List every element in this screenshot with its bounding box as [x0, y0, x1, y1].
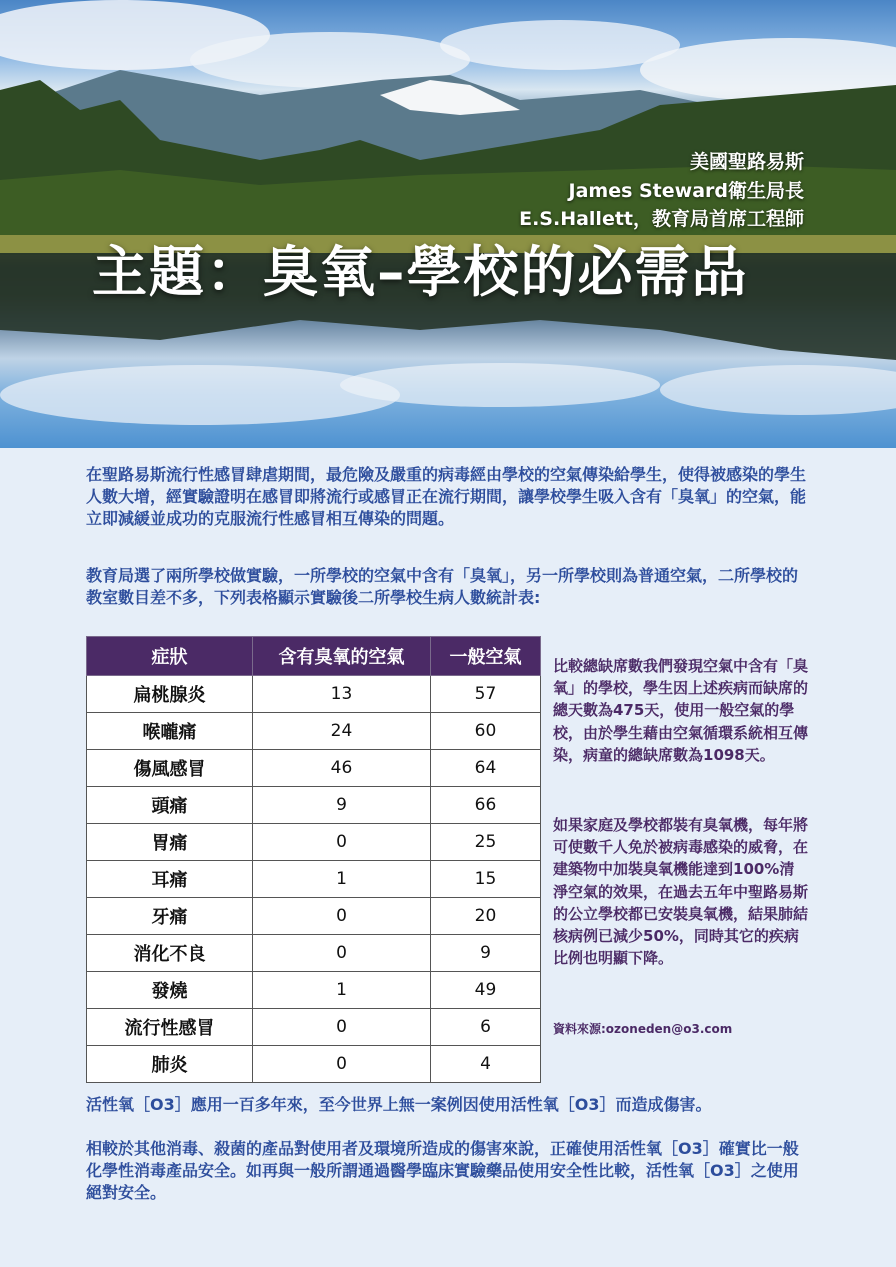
illness-statistics-table: [86, 636, 541, 1083]
ozone-value-cell: 46: [253, 750, 431, 787]
symptom-cell: 消化不良: [87, 935, 253, 972]
symptom-cell: 喉嚨痛: [87, 713, 253, 750]
byline-person-2: E.S.Hallett，教育局首席工程師: [519, 208, 804, 230]
table-row: [87, 1009, 541, 1046]
normal-value-cell: 4: [431, 1046, 541, 1083]
table-row: [87, 750, 541, 787]
table-row: [87, 1046, 541, 1083]
ozone-value-cell: 0: [253, 898, 431, 935]
normal-value-cell: 6: [431, 1009, 541, 1046]
symptom-cell: 發燒: [87, 972, 253, 1009]
ozone-value-cell: 1: [253, 861, 431, 898]
ozone-value-cell: 13: [253, 676, 431, 713]
ozone-value-cell: 9: [253, 787, 431, 824]
table-row: [87, 713, 541, 750]
symptom-cell: 胃痛: [87, 824, 253, 861]
symptom-cell: 肺炎: [87, 1046, 253, 1083]
normal-value-cell: 20: [431, 898, 541, 935]
table-row: [87, 935, 541, 972]
column-header-ozone-air: 含有臭氧的空氣: [253, 637, 431, 676]
normal-value-cell: 9: [431, 935, 541, 972]
normal-value-cell: 66: [431, 787, 541, 824]
ozone-value-cell: 1: [253, 972, 431, 1009]
symptom-cell: 流行性感冒: [87, 1009, 253, 1046]
table-row: [87, 824, 541, 861]
hero-banner: [0, 0, 896, 448]
symptom-cell: 牙痛: [87, 898, 253, 935]
intro-paragraph-2: 教育局選了兩所學校做實驗，一所學校的空氣中含有「臭氧」，另一所學校則為普通空氣，二所學校的教室數目差不多，下列表格顯示實驗後二所學校生病人數統計表:: [86, 566, 799, 607]
table-row: [87, 972, 541, 1009]
symptom-cell: 頭痛: [87, 787, 253, 824]
ozone-value-cell: 24: [253, 713, 431, 750]
normal-value-cell: 57: [431, 676, 541, 713]
normal-value-cell: 60: [431, 713, 541, 750]
normal-value-cell: 15: [431, 861, 541, 898]
table-row: [87, 898, 541, 935]
sidebar-note-ozone-machines: 如果家庭及學校都裝有臭氧機，每年將可使數千人免於被病毒感染的威脅，在建築物中加裝臭氧機能達到100%清淨空氣的效果，在過去五年中聖路易斯的公立學校都已安裝臭氧機，結果肺結核病例已減少50%，同時其它的疾病比例也明顯下降。: [553, 816, 809, 968]
footer-paragraph-2: 相較於其他消毒、殺菌的產品對使用者及環境所造成的傷害來說，正確使用活性氧［O3］確實比一般化學性消毒產品安全。如再與一般所謂通過醫學臨床實驗藥品使用安全性比較，活性氧［O3］之使用絕對安全。: [86, 1139, 799, 1202]
normal-value-cell: 49: [431, 972, 541, 1009]
column-header-symptom: 症狀: [87, 637, 253, 676]
normal-value-cell: 64: [431, 750, 541, 787]
symptom-cell: 耳痛: [87, 861, 253, 898]
ozone-value-cell: 0: [253, 1046, 431, 1083]
table-header-row: [87, 637, 541, 676]
footer-paragraph-1: 活性氧［O3］應用一百多年來，至今世界上無一案例因使用活性氧［O3］而造成傷害。: [86, 1095, 712, 1114]
table-row: [87, 787, 541, 824]
byline-city: 美國聖路易斯: [689, 151, 804, 173]
source-credit: 資料來源:ozoneden@o3.com: [553, 1022, 733, 1036]
normal-value-cell: 25: [431, 824, 541, 861]
column-header-normal-air: 一般空氣: [431, 637, 541, 676]
intro-paragraph-1: 在聖路易斯流行性感冒肆虐期間，最危險及嚴重的病毒經由學校的空氣傳染給學生，使得被感染的學生人數大增，經實驗證明在感冒即將流行或感冒正在流行期間，讓學校學生吸入含有「臭氧」的空氣，能立即減緩並成功的克服流行性感冒相互傳染的問題。: [86, 465, 807, 528]
ozone-value-cell: 0: [253, 1009, 431, 1046]
table-row: [87, 676, 541, 713]
byline-person-1: James Steward衛生局長: [568, 180, 804, 202]
symptom-cell: 扁桃腺炎: [87, 676, 253, 713]
ozone-value-cell: 0: [253, 824, 431, 861]
symptom-cell: 傷風感冒: [87, 750, 253, 787]
sidebar-note-absence: 比較總缺席數我們發現空氣中含有「臭氧」的學校，學生因上述疾病而缺席的總天數為475天，使用一般空氣的學校，由於學生藉由空氣循環系統相互傳染，病童的總缺席數為1098天。: [553, 657, 809, 764]
table-row: [87, 861, 541, 898]
ozone-value-cell: 0: [253, 935, 431, 972]
page-title: 主題：臭氧–學校的必需品: [92, 240, 749, 304]
